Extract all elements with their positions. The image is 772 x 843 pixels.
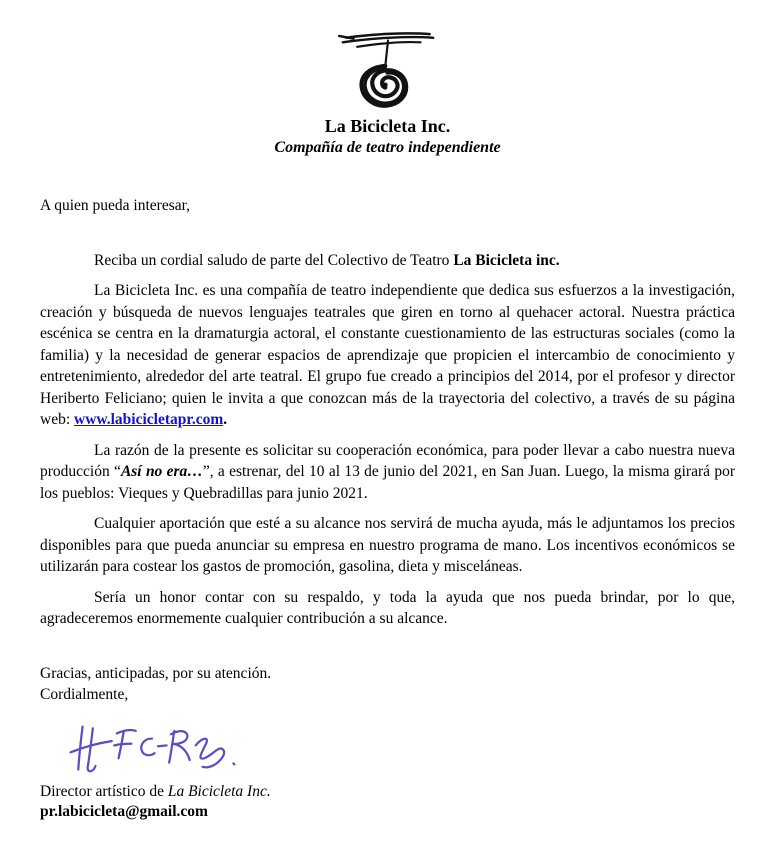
paragraph-support-thanks: Sería un honor contar con su respaldo, y toda la ayuda que nos pueda brindar, por lo que, agradeceremos enormemente cualquier contribución a su alcance.: [40, 588, 735, 627]
paragraph-about-company: [40, 280, 735, 431]
valediction: Cordialmente,: [40, 686, 129, 703]
thanks-line: Gracias, anticipadas, por su atención.: [40, 664, 272, 682]
paragraph-funding-request: [40, 440, 735, 505]
paragraph-donation-info: Cualquier aportación que esté a su alcance nos servirá de mucha ayuda, más le adjuntamos los precios disponibles para que pueda anunciar su empresa en nuestro programa de mano. Los incentivos económicos se utilizarán para costear los gastos de promoción, gasolina, dieta y misceláneas.: [40, 515, 735, 575]
company-name: La Bicicleta Inc.: [324, 116, 451, 136]
link-trailing-period: .: [223, 411, 228, 428]
letterhead: [40, 26, 735, 158]
signer-role: [40, 782, 735, 802]
handwritten-signature: [50, 718, 254, 778]
letter-body: [40, 195, 735, 630]
request-text-pre: La razón de la presente es solicitar su cooperación económica, para poder llevar a cabo nuestra nueva producción “: [40, 441, 735, 480]
role-text: Director artístico de: [40, 782, 168, 800]
contact-email: pr.labicicleta@gmail.com: [40, 802, 208, 820]
request-text-post: ”, a estrenar, del 10 al 13 de junio del 2021, en San Juan. Luego, la misma girará por los pueblos: Vieques y Quebradillas para junio 2021.: [40, 463, 735, 502]
greeting-text: Reciba un cordial saludo de parte del Colectivo de Teatro: [94, 251, 454, 269]
company-name-bold: La Bicicleta inc.: [453, 251, 560, 269]
production-title: Así no era…: [120, 463, 203, 480]
company-tagline: Compañía de teatro independiente: [274, 139, 501, 156]
salutation: A quien pueda interesar,: [40, 197, 191, 214]
hand-drawn-wheel-scribble-icon: [329, 26, 447, 112]
role-company-italic: La Bicicleta Inc.: [167, 782, 271, 800]
about-text: La Bicicleta Inc. es una compañía de teatro independiente que dedica sus esfuerzos a la investigación, creación y búsqueda de nuevos lenguajes teatrales que giren en torno al quehacer actoral. Nuestra práctica escénica se centra en la dramaturgia actoral, el constante cuestionamiento de las estructuras sociales (como la familia) y la necesidad de generar espacios de aprendizaje que propicien el intercambio de conocimiento y entretenimiento, alrededor del arte teatral. El grupo fue creado a principios del 2014, por el profesor y director Heriberto Feliciano; quien le invita a que conozcan más de la trayectoria del colectivo, a través de su página web:: [40, 282, 735, 428]
letter-closing: [40, 663, 735, 822]
paragraph-greeting: [40, 250, 735, 272]
company-website-link[interactable]: www.labicicletapr.com: [74, 411, 224, 428]
